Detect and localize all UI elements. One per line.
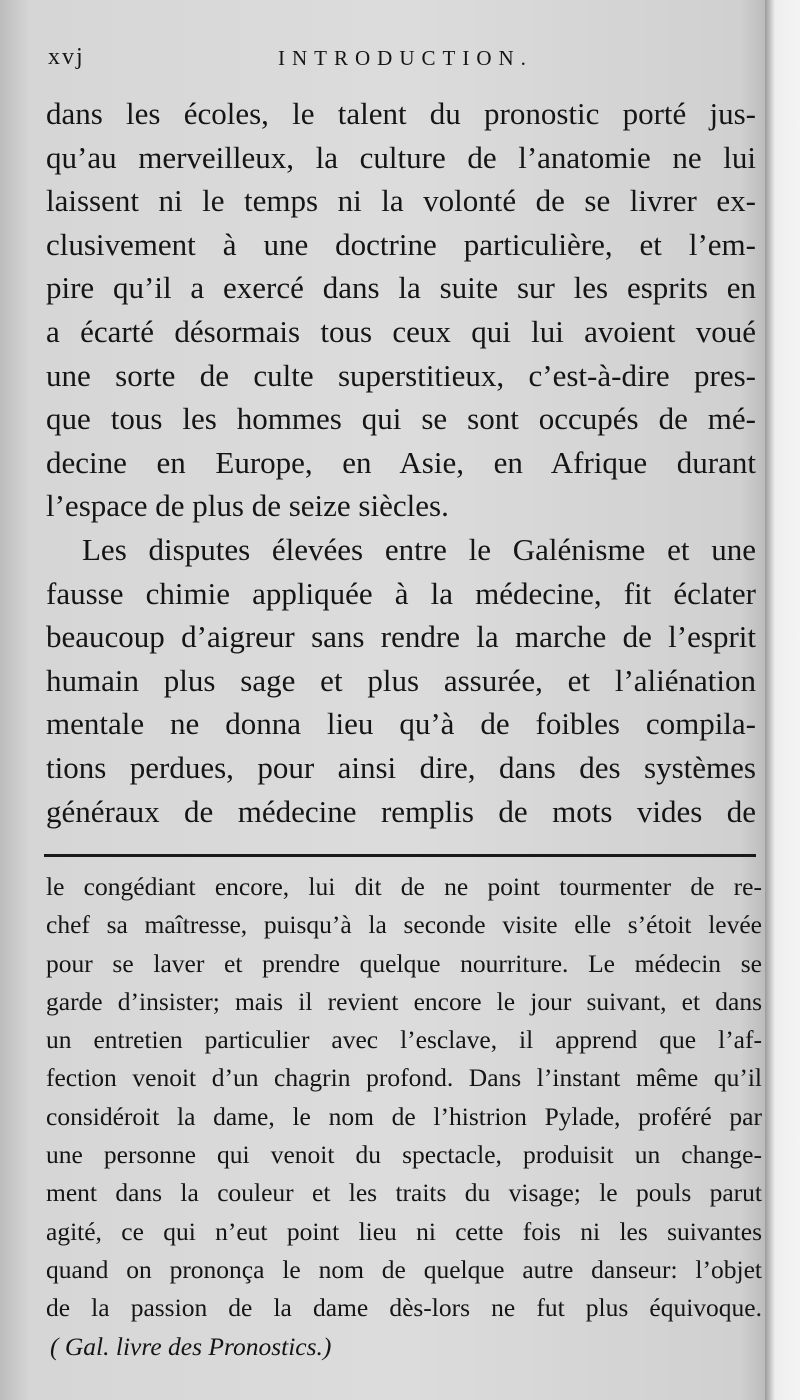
footnote-line: le congédiant encore, lui dit de ne point tourmenter de re-	[46, 872, 762, 901]
text-line: généraux de médecine remplis de mots vides de	[46, 793, 756, 829]
text-line: clusivement à une doctrine particulière, et l’em-	[46, 226, 756, 262]
main-text	[46, 92, 756, 833]
text-line: qu’au merveilleux, la culture de l’anatomie ne lui	[46, 139, 756, 175]
text-line: pire qu’il a exercé dans la suite sur les esprits en	[46, 270, 756, 306]
page-edge	[765, 0, 800, 1400]
text-line: mentale ne donna lieu qu’à de foibles compila-	[46, 706, 756, 742]
text-line: dans les écoles, le talent du pronostic porté jus-	[46, 96, 756, 131]
footnote-line: quand on prononça le nom de quelque autre danseur: l’objet	[46, 1254, 762, 1284]
text-line: beaucoup d’aigreur sans rendre la marche de l’esprit	[46, 619, 756, 655]
footnote-line: agité, ce qui n’eut point lieu ni cette fois ni les suivantes	[46, 1216, 762, 1246]
footnote-separator-rule	[44, 854, 756, 857]
text-line: a écarté désormais tous ceux qui lui avoient voué	[46, 313, 756, 349]
footnote-line: chef sa maîtresse, puisqu’à la seconde visite elle s’étoit levée	[46, 910, 762, 940]
footnote-line: pour se laver et prendre quelque nourriture. Le médecin se	[46, 948, 762, 978]
footnote	[46, 868, 762, 1366]
running-head: INTRODUCTION.	[278, 46, 533, 70]
footnote-line: un entretien particulier avec l’esclave, il apprend que l’af-	[46, 1025, 762, 1055]
paragraph-end-line: l’espace de plus de seize siècles.	[46, 488, 449, 524]
text-line: laissent ni le temps ni la volonté de se livrer ex-	[46, 183, 756, 219]
page-header	[48, 44, 748, 80]
paragraph-start-line: Les disputes élevées entre le Galénisme et une	[82, 531, 756, 567]
footnote-line: une personne qui venoit du spectacle, produisit un change-	[46, 1140, 762, 1170]
text-line: decine en Europe, en Asie, en Afrique durant	[46, 444, 756, 480]
footnote-line: considéroit la dame, le nom de l’histrion Pylade, proféré par	[46, 1101, 762, 1131]
footnote-line: ment dans la couleur et les traits du visage; le pouls parut	[46, 1178, 762, 1208]
text-line: tions perdues, pour ainsi dire, dans des systèmes	[46, 749, 756, 785]
text-line: humain plus sage et plus assurée, et l’aliénation	[46, 662, 756, 698]
footnote-line: fection venoit d’un chagrin profond. Dans l’instant même qu’il	[46, 1063, 762, 1093]
text-line: une sorte de culte superstitieux, c’est-à-dire pres-	[46, 357, 756, 393]
footnote-citation: ( Gal. livre des Pronostics.)	[50, 1331, 332, 1361]
footnote-line: de la passion de la dame dès-lors ne fut plus équivoque.	[46, 1293, 762, 1323]
footnote-line: garde d’insister; mais il revient encore le jour suivant, et dans	[46, 986, 762, 1016]
text-line: fausse chimie appliquée à la médecine, fit éclater	[46, 575, 756, 611]
text-line: que tous les hommes qui se sont occupés de mé-	[46, 401, 756, 437]
page-number: xvj	[48, 44, 85, 70]
